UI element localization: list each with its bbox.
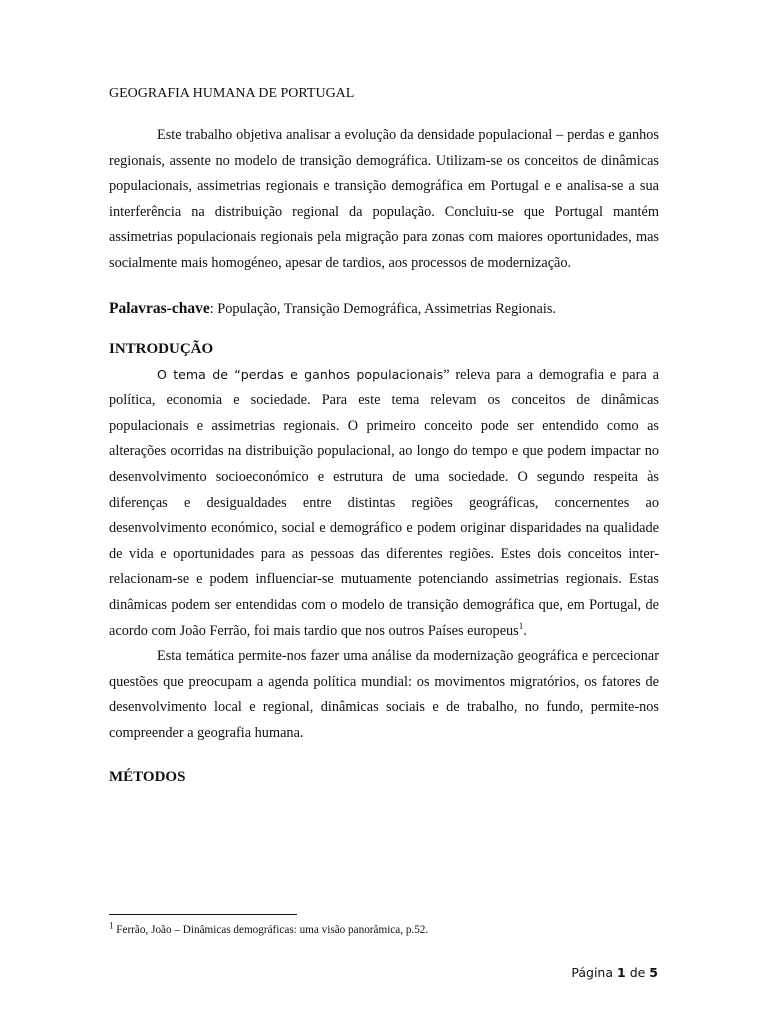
footnote-text: Ferrão, João – Dinâmicas demográficas: uma visão panorâmica, p.52. <box>113 924 429 936</box>
intro-paragraph-1 <box>109 362 659 645</box>
footnote-number: 1 <box>109 920 114 931</box>
intro-p1-text: ” releva para a demografia e para a política, economia e sociedade. Para este tema relevam os conceitos de dinâmicas populacionais e assimetrias regionais. O primeiro conceito pode ser entendido como as alterações ocorridas na distribuição populacional, ao longo do tempo e que podem impactar no desenvolvimento socioeconómico e estrutura de uma sociedade. O segundo respeita às diferenças e desigualdades entre distintas regiões geográficas, concernentes ao desenvolvimento económico, social e demográfico e podem originar disparidades na qualidade de vida e oportunidades para as pessoas das diferentes regiões. Estes dois conceitos inter-relacionam-se e podem influenciar-se mutuamente potenciando assimetrias regionais. Estas dinâmicas podem ser entendidas com o modelo de transição demográfica que, em Portugal, de acordo com João Ferrão, foi mais tardio que nos outros Países europeus <box>109 366 659 639</box>
footnote-divider <box>109 914 297 915</box>
intro-p1-end: . <box>523 622 527 639</box>
document-body <box>109 84 659 788</box>
page-current: 1 <box>617 965 626 980</box>
keywords-text: : População, Transição Demográfica, Assimetrias Regionais. <box>209 300 556 317</box>
page-total: 5 <box>649 965 658 980</box>
intro-paragraph-2: Esta temática permite-nos fazer uma análise da modernização geográfica e percecionar questões que preocupam a agenda política mundial: os movimentos migratórios, os fatores de desenvolvimento local e regional, dinâmicas sociais e de trabalho, no fundo, permite-nos compreender a geografia humana. <box>109 648 659 741</box>
methods-heading: MÉTODOS <box>109 769 186 786</box>
footnote <box>109 922 428 938</box>
keywords-label: Palavras-chave <box>109 299 210 317</box>
page-of: de <box>629 965 646 980</box>
abstract-paragraph: Este trabalho objetiva analisar a evolução da densidade populacional – perdas e ganhos regionais, assente no modelo de transição demográfica. Utilizam-se os conceitos de dinâmicas populacionais, assimetrias regionais e transição demográfica em Portugal e e analisa-se a sua interferência na distribuição regional da população. Concluiu-se que Portugal mantém assimetrias populacionais regionais pela migração para zonas com maiores oportunidades, mas socialmente mais homogéneo, apesar de tardios, aos processos de modernização. <box>109 127 659 271</box>
keywords-line <box>109 298 659 320</box>
intro-theme-phrase: perdas e ganhos populacionais <box>240 366 444 382</box>
footnote-ref: 1 <box>518 620 524 631</box>
page-number <box>571 965 658 980</box>
page-label: Página <box>571 965 614 980</box>
document-title: GEOGRAFIA HUMANA DE PORTUGAL <box>109 86 355 101</box>
intro-p1-pre: O tema de “ <box>157 366 241 382</box>
intro-heading: INTRODUÇÃO <box>109 340 214 357</box>
